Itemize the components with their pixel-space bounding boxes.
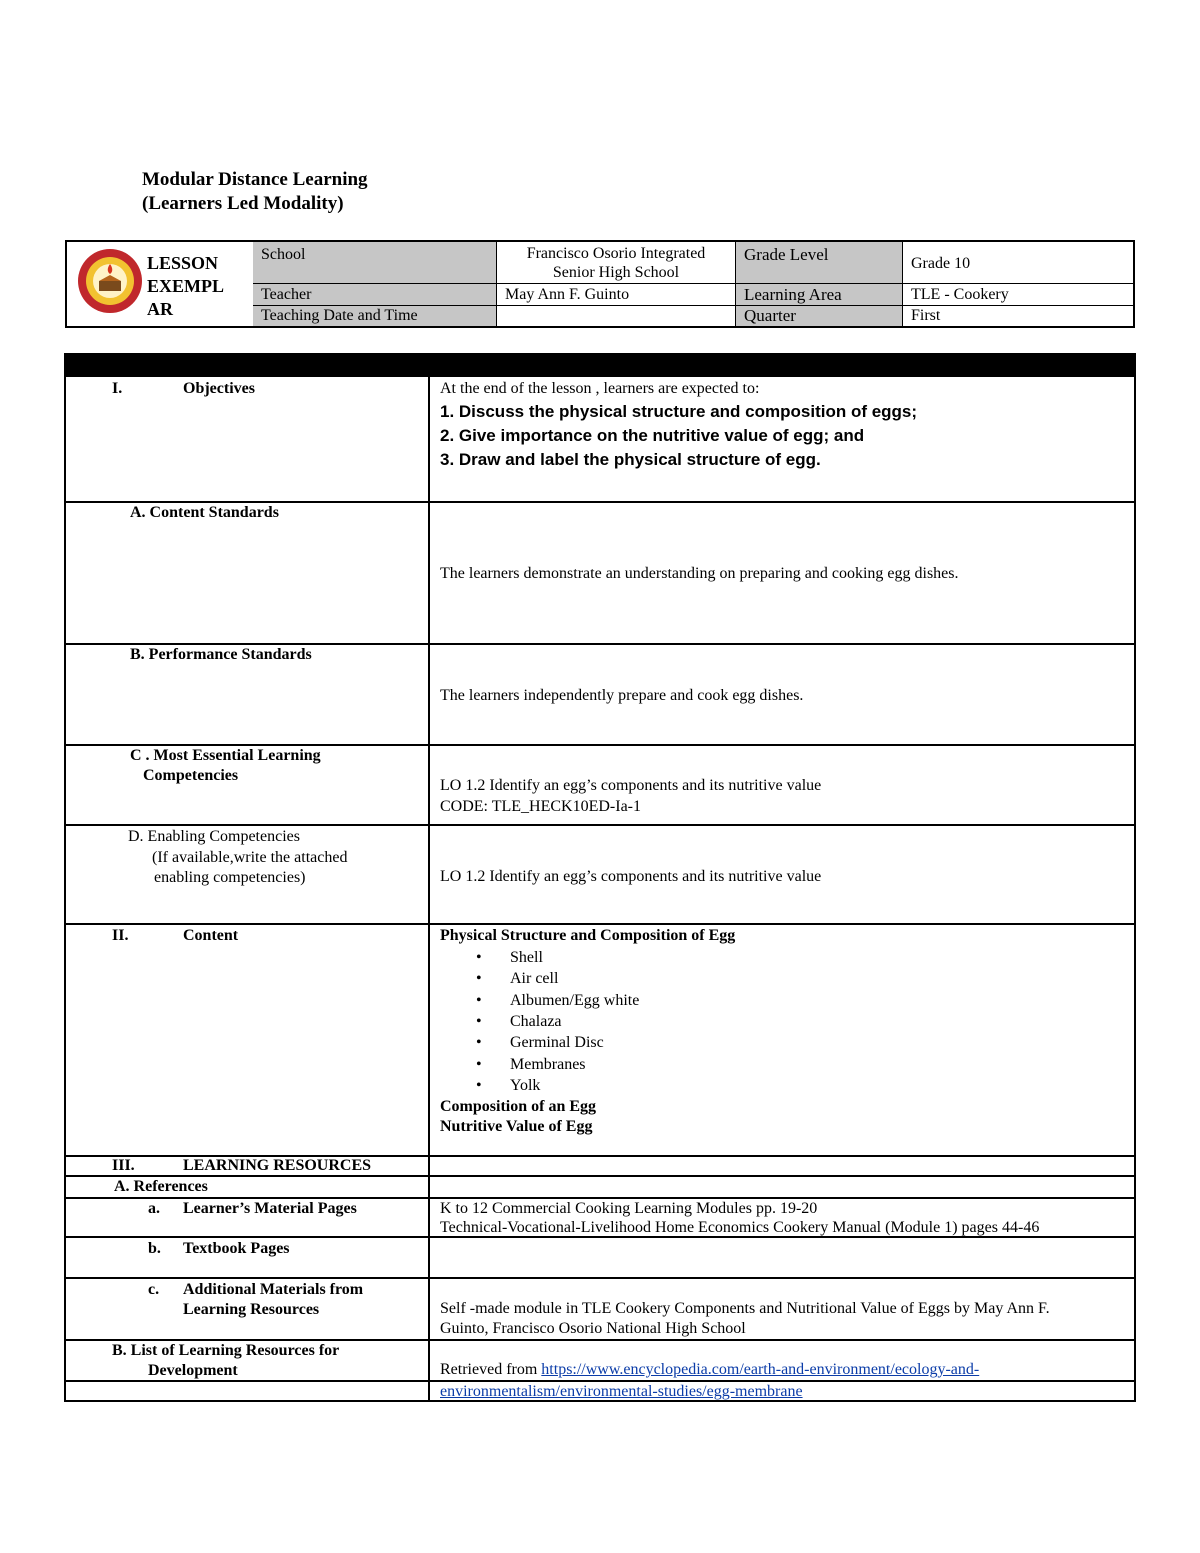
content-item: • Germinal Disc (510, 1032, 604, 1053)
melc-value-1: LO 1.2 Identify an egg’s components and its nutritive value (440, 777, 822, 794)
content-sub-1: Composition of an Egg (440, 1098, 597, 1115)
tb-label: Textbook Pages (183, 1240, 290, 1257)
grade-level-label: Grade Level (736, 242, 903, 284)
content-heading: Physical Structure and Composition of Egg (440, 927, 736, 944)
retrieved-line (440, 1360, 979, 1380)
quarter-label: Quarter (736, 306, 903, 326)
retrieved-line-2 (440, 1382, 803, 1402)
content-standards-value: The learners demonstrate an understanding on preparing and cooking egg dishes. (440, 565, 959, 582)
retrieved-prefix: Retrieved from (440, 1361, 542, 1378)
objectives-label: Objectives (183, 380, 255, 397)
source-link-continued[interactable]: environmentalism/environmental-studies/egg-membrane (440, 1383, 803, 1400)
list-label-2: Development (148, 1362, 238, 1379)
am-number: c. (148, 1281, 160, 1298)
source-link[interactable]: https://www.encyclopedia.com/earth-and-environment/ecology-and- (541, 1361, 980, 1378)
school-seal-logo (77, 248, 143, 314)
lm-value-1: K to 12 Commercial Cooking Learning Modules pp. 19-20 (440, 1200, 818, 1217)
title-line-1: Modular Distance Learning (142, 169, 368, 190)
am-label-1: Additional Materials from (183, 1281, 364, 1298)
content-label: Content (183, 927, 239, 944)
content-standards-label: A. Content Standards (130, 504, 279, 521)
melc-label-1: C . Most Essential Learning (130, 747, 321, 764)
grade-level-value: Grade 10 (903, 242, 1133, 284)
school-value: Francisco Osorio Integrated Senior High School (497, 242, 736, 284)
melc-code: CODE: TLE_HECK10ED-Ia-1 (440, 798, 641, 815)
list-label-1: B. List of Learning Resources for (112, 1342, 340, 1359)
learning-area-label: Learning Area (736, 284, 903, 306)
references-label: A. References (114, 1178, 208, 1195)
lm-value-2: Technical-Vocational-Livelihood Home Economics Cookery Manual (Module 1) pages 44-46 (440, 1219, 1040, 1236)
learning-area-value: TLE - Cookery (903, 284, 1133, 306)
content-item: • Membranes (510, 1054, 586, 1075)
content-item: • Chalaza (510, 1011, 562, 1032)
title-line-2: (Learners Led Modality) (142, 193, 344, 214)
content-item: • Albumen/Egg white (510, 990, 639, 1011)
objectives-number: I. (112, 380, 123, 397)
performance-standards-label: B. Performance Standards (130, 646, 312, 663)
tb-number: b. (148, 1240, 161, 1257)
content-item: • Yolk (510, 1075, 540, 1096)
date-time-label: Teaching Date and Time (253, 306, 497, 326)
lesson-header-table (65, 240, 1135, 328)
lm-number: a. (148, 1200, 160, 1217)
objective-item-3: 3. Draw and label the physical structure of egg. (440, 450, 821, 469)
objective-item-2: 2. Give importance on the nutritive value of egg; and (440, 426, 865, 445)
content-item: • Shell (510, 947, 543, 968)
objective-item-1: 1. Discuss the physical structure and composition of eggs; (440, 402, 918, 421)
teacher-value: May Ann F. Guinto (497, 284, 736, 306)
date-time-value (497, 306, 736, 326)
resources-label: LEARNING RESOURCES (183, 1157, 372, 1174)
am-label-2: Learning Resources (183, 1301, 320, 1318)
content-sub-2: Nutritive Value of Egg (440, 1118, 593, 1135)
enabling-label-1: D. Enabling Competencies (128, 828, 300, 845)
lesson-plan-table (64, 353, 1136, 1402)
objectives-intro: At the end of the lesson , learners are expected to: (440, 380, 760, 397)
content-item: • Air cell (510, 968, 558, 989)
performance-standards-value: The learners independently prepare and cook egg dishes. (440, 687, 804, 704)
column-divider (428, 355, 430, 1400)
table-header-bar (66, 355, 1134, 377)
enabling-label-3: enabling competencies) (154, 869, 306, 886)
document-title (142, 168, 368, 216)
school-label: School (253, 242, 497, 284)
enabling-value: LO 1.2 Identify an egg’s components and its nutritive value (440, 868, 822, 885)
melc-label-2: Competencies (143, 767, 239, 784)
am-value-1: Self -made module in TLE Cookery Components and Nutritional Value of Eggs by May Ann F. (440, 1300, 1050, 1317)
resources-number: III. (112, 1157, 135, 1174)
lm-label: Learner’s Material Pages (183, 1200, 357, 1217)
teacher-label: Teacher (253, 284, 497, 306)
enabling-label-2: (If available,write the attached (152, 849, 348, 866)
logo-cell (67, 242, 255, 326)
quarter-value: First (911, 307, 941, 324)
content-number: II. (112, 927, 129, 944)
am-value-2: Guinto, Francisco Osorio National High School (440, 1320, 746, 1337)
lesson-exemplar-label: LESSON EXEMPL AR (147, 253, 225, 319)
